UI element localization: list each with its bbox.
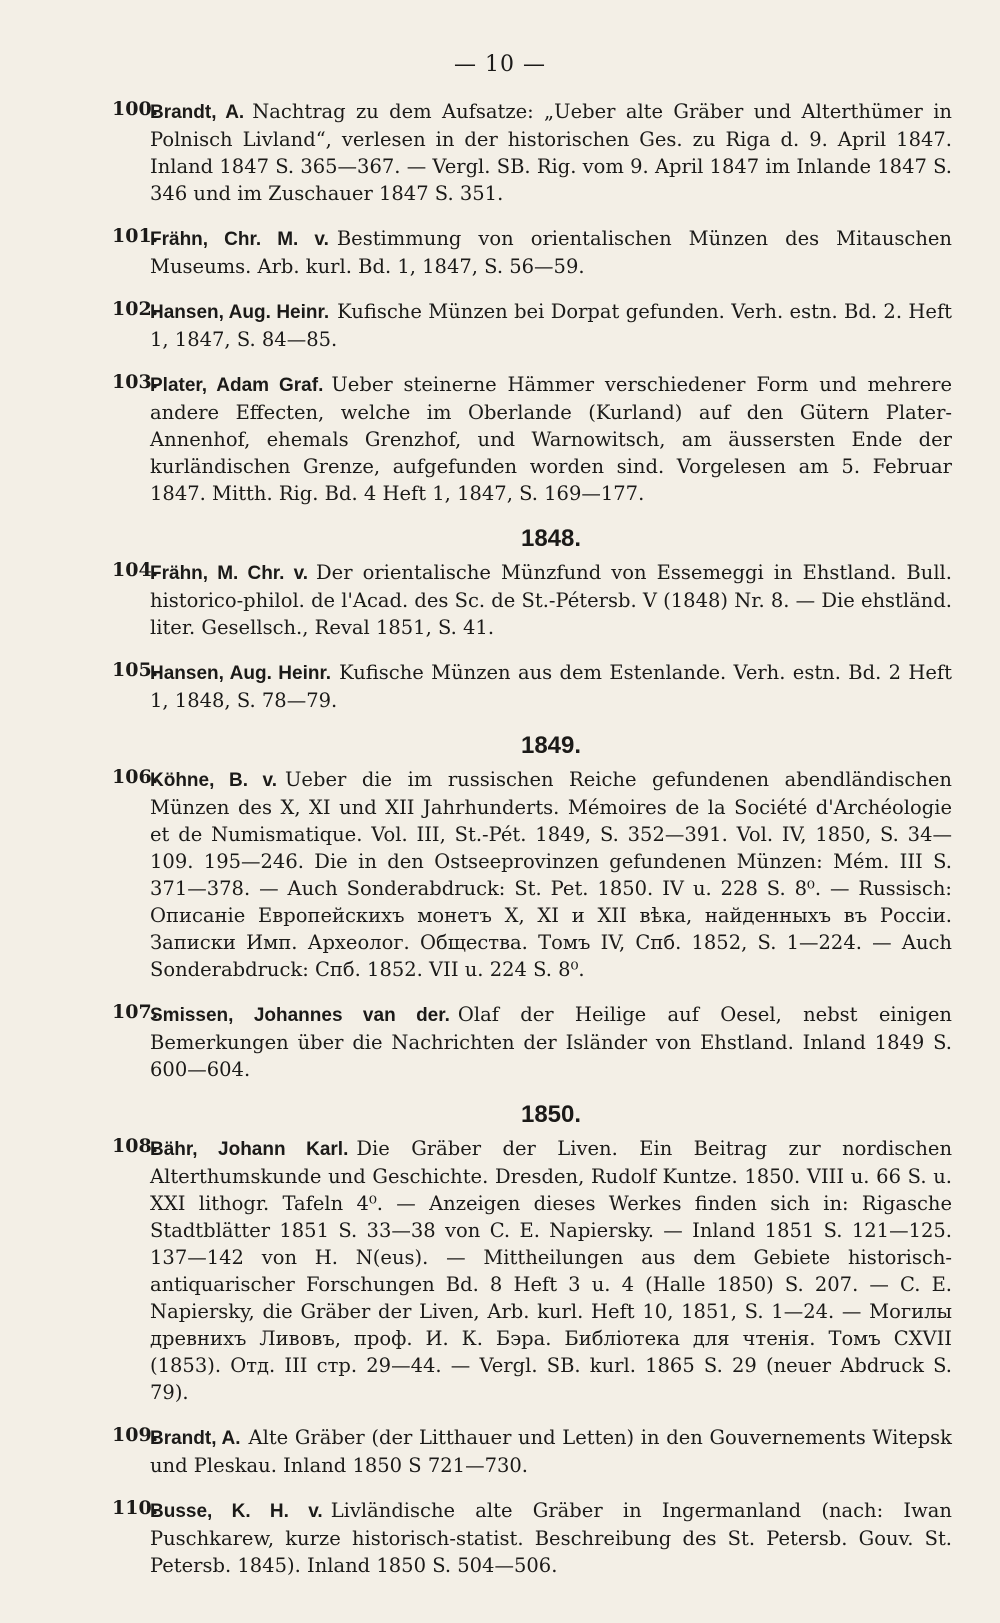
entry-number: 109.	[112, 1424, 159, 1446]
entry-author: Frähn, M. Chr. v.	[150, 563, 309, 584]
entry-number: 102.	[112, 298, 159, 320]
bibliography-entry	[112, 225, 952, 280]
entry-text	[150, 1497, 952, 1579]
entry-author: Bähr, Johann Karl.	[150, 1139, 349, 1160]
entry-author: Hansen, Aug. Heinr.	[150, 663, 332, 684]
entry-number: 106.	[112, 766, 159, 788]
entry-body: Livländische alte Gräber in Ingermanland (nach: Iwan Puschkarew, kurze historisch-statist. Beschreibung des St. Petersb. Gouv. St. Petersb. 1845). Inland 1850 S. 504—506.	[150, 1499, 952, 1577]
entry-body: Bestimmung von orientalischen Münzen des Mitauschen Museums. Arb. kurl. Bd. 1, 1847, S. 56—59.	[150, 227, 952, 278]
entry-body: Ueber die im russischen Reiche gefundenen abendländischen Münzen des X, XI und XII Jahrhunderts. Mémoires de la Société d'Archéologie et de Numismatique. Vol. III, St.-Pét. 1849, S. 352—391. Vol. IV, 1850, S. 34—109. 195—246. Die in den Ostseeprovinzen gefundenen Münzen: Mém. III S. 371—378. — Auch Sonderabdruck: St. Pet. 1850. IV u. 228 S. 8⁰. — Russisch: Описаніе Европейскихъ монетъ X, XI и XII вѣка, найденныхъ въ Россіи. Записки Имп. Археолог. Общества. Томъ IV, Спб. 1852, S. 1—224. — Auch Sonderabdruck: Спб. 1852. VII u. 224 S. 8⁰.	[150, 768, 952, 981]
page-number: — 10 —	[454, 52, 546, 77]
entry-text	[150, 766, 952, 983]
bibliography-entry	[112, 371, 952, 507]
entry-number: 103.	[112, 371, 159, 393]
bibliography-list	[112, 98, 953, 1597]
entry-text	[150, 371, 952, 507]
entry-number: 108.	[112, 1135, 159, 1157]
entry-body: Olaf der Heilige auf Oesel, nebst einigen Bemerkungen über die Nachrichten der Isländer von Ehstland. Inland 1849 S. 600—604.	[150, 1003, 952, 1081]
entry-author: Köhne, B. v.	[150, 770, 277, 791]
entry-text	[150, 659, 952, 714]
bibliography-entry	[112, 1135, 953, 1406]
year-heading: 1850.	[520, 1101, 582, 1128]
entry-author: Hansen, Aug. Heinr.	[150, 302, 330, 323]
entry-text	[150, 98, 952, 207]
entry-author: Brandt, A.	[150, 102, 245, 123]
bibliography-entry	[112, 766, 952, 983]
entry-author: Frähn, Chr. M. v.	[150, 229, 329, 250]
entry-text	[150, 298, 952, 353]
entry-body: Ueber steinerne Hämmer verschiedener Form und mehrere andere Effecten, welche im Oberlande (Kurland) auf den Gütern Plater-Annenhof, ehemals Grenzhof, und Warnowitsch, am äussersten Ende der kurländischen Grenze, aufgefunden worden sind. Vorgelesen am 5. Februar 1847. Mitth. Rig. Bd. 4 Heft 1, 1847, S. 169—177.	[150, 373, 952, 505]
entry-number: 100.	[112, 98, 159, 120]
entry-text	[150, 1424, 952, 1479]
entry-text	[150, 1001, 952, 1083]
entry-body: Kufische Münzen aus dem Estenlande. Verh. estn. Bd. 2 Heft 1, 1848, S. 78—79.	[150, 661, 952, 712]
bibliography-entry	[112, 1424, 952, 1479]
entry-number: 105.	[112, 659, 159, 681]
entry-author: Smissen, Johannes van der.	[150, 1005, 450, 1026]
entry-author: Brandt, A.	[150, 1428, 241, 1449]
year-heading: 1848.	[520, 525, 582, 552]
entry-number: 101.	[112, 225, 159, 247]
bibliography-entry	[112, 659, 952, 714]
entry-body: Alte Gräber (der Litthauer und Letten) in den Gouvernements Witepsk und Pleskau. Inland 1850 S 721—730.	[150, 1426, 952, 1477]
entry-number: 110.	[112, 1497, 159, 1519]
year-heading: 1849.	[520, 732, 582, 759]
bibliography-entry	[112, 559, 952, 641]
entry-body: Die Gräber der Liven. Ein Beitrag zur nordischen Alterthumskunde und Geschichte. Dresden, Rudolf Kuntze. 1850. VIII u. 66 S. u. XXI lithogr. Tafeln 4⁰. — Anzeigen dieses Werkes finden sich in: Rigasche Stadtblätter 1851 S. 33—38 von C. E. Napiersky. — Inland 1851 S. 121—125. 137—142 von H. N(eus). — Mittheilungen aus dem Gebiete historisch-antiquarischer Forschungen Bd. 8 Heft 3 u. 4 (Halle 1850) S. 207. — C. E. Napiersky, die Gräber der Liven, Arb. kurl. Heft 10, 1851, S. 1—24. — Могилы древнихъ Ливовъ, проф. И. К. Бэра. Библіотека для чтенія. Томъ CXVII (1853). Отд. III стр. 29—44. — Vergl. SB. kurl. 1865 S. 29 (neuer Abdruck S. 79).	[150, 1137, 953, 1404]
entry-body: Der orientalische Münzfund von Essemeggi in Ehstland. Bull. historico-philol. de l'Acad. des Sc. de St.-Pétersb. V (1848) Nr. 8. — Die ehstländ. liter. Gesellsch., Reval 1851, S. 41.	[150, 561, 952, 639]
entry-body: Nachtrag zu dem Aufsatze: „Ueber alte Gräber und Alterthümer in Polnisch Livland“, verlesen in der historischen Ges. zu Riga d. 9. April 1847. Inland 1847 S. 365—367. — Vergl. SB. Rig. vom 9. April 1847 im Inlande 1847 S. 346 und im Zuschauer 1847 S. 351.	[150, 100, 952, 205]
entry-author: Plater, Adam Graf.	[150, 375, 324, 396]
entry-author: Busse, K. H. v.	[150, 1501, 323, 1522]
bibliography-entry	[112, 1001, 952, 1083]
entry-number: 104.	[112, 559, 159, 581]
entry-body: Kufische Münzen bei Dorpat gefunden. Verh. estn. Bd. 2. Heft 1, 1847, S. 84—85.	[150, 300, 953, 351]
bibliography-entry	[112, 98, 952, 207]
entry-number: 107.	[112, 1001, 159, 1023]
bibliography-entry	[112, 1497, 952, 1579]
entry-text	[150, 225, 952, 280]
entry-text	[150, 559, 952, 641]
entry-text	[150, 1135, 952, 1406]
bibliography-entry	[112, 298, 953, 353]
